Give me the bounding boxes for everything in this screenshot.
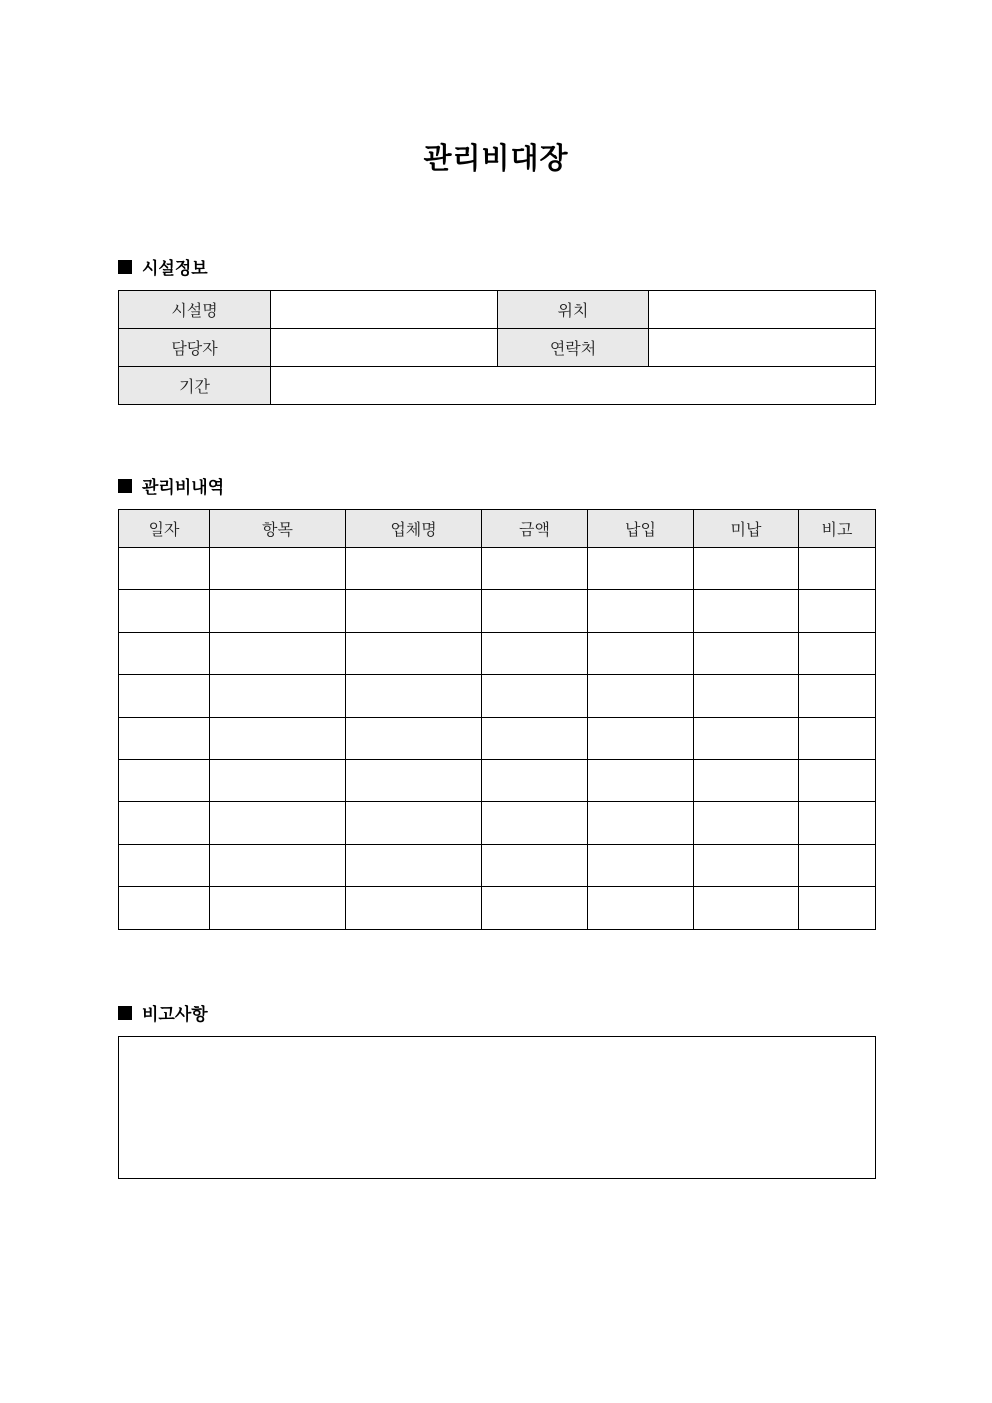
table-cell[interactable] — [694, 802, 799, 844]
table-cell[interactable] — [482, 802, 588, 844]
table-cell[interactable] — [119, 844, 210, 886]
table-row — [119, 887, 876, 929]
table-cell[interactable] — [694, 717, 799, 759]
table-cell[interactable] — [799, 717, 876, 759]
column-header: 미납 — [694, 510, 799, 548]
table-cell[interactable] — [119, 675, 210, 717]
table-cell[interactable] — [482, 844, 588, 886]
heading-text: 관리비내역 — [142, 478, 225, 498]
facility-info-table — [118, 290, 876, 405]
table-cell[interactable] — [210, 887, 346, 929]
table-cell[interactable] — [119, 802, 210, 844]
column-header: 납입 — [588, 510, 694, 548]
manager-field[interactable] — [271, 329, 498, 367]
table-cell[interactable] — [694, 887, 799, 929]
square-bullet-icon — [118, 479, 132, 493]
table-cell[interactable] — [346, 590, 482, 632]
table-cell[interactable] — [346, 632, 482, 674]
table-cell[interactable] — [588, 802, 694, 844]
label-period: 기간 — [119, 367, 271, 405]
table-cell[interactable] — [588, 759, 694, 801]
table-cell[interactable] — [799, 632, 876, 674]
table-cell[interactable] — [210, 802, 346, 844]
table-cell[interactable] — [694, 632, 799, 674]
heading-text: 비고사항 — [142, 1005, 208, 1025]
table-cell[interactable] — [119, 590, 210, 632]
table-cell[interactable] — [482, 548, 588, 590]
column-header: 업체명 — [346, 510, 482, 548]
table-cell[interactable] — [346, 759, 482, 801]
table-row — [119, 675, 876, 717]
table-cell[interactable] — [346, 887, 482, 929]
page-title: 관리비대장 — [423, 141, 569, 175]
square-bullet-icon — [118, 260, 132, 274]
table-cell[interactable] — [799, 590, 876, 632]
table-cell[interactable] — [588, 632, 694, 674]
label-manager: 담당자 — [119, 329, 271, 367]
table-cell[interactable] — [210, 632, 346, 674]
table-cell[interactable] — [119, 759, 210, 801]
table-cell[interactable] — [694, 548, 799, 590]
table-cell[interactable] — [588, 548, 694, 590]
label-location: 위치 — [498, 291, 649, 329]
table-cell[interactable] — [482, 717, 588, 759]
period-field[interactable] — [271, 367, 876, 405]
table-cell[interactable] — [588, 844, 694, 886]
table-row — [119, 548, 876, 590]
table-cell[interactable] — [210, 590, 346, 632]
column-header: 금액 — [482, 510, 588, 548]
table-cell[interactable] — [346, 844, 482, 886]
table-cell[interactable] — [588, 675, 694, 717]
table-cell[interactable] — [119, 717, 210, 759]
table-cell[interactable] — [210, 759, 346, 801]
label-facility-name: 시설명 — [119, 291, 271, 329]
table-cell[interactable] — [588, 590, 694, 632]
table-cell[interactable] — [482, 675, 588, 717]
table-cell[interactable] — [119, 632, 210, 674]
table-cell[interactable] — [210, 548, 346, 590]
table-cell[interactable] — [210, 675, 346, 717]
column-header: 일자 — [119, 510, 210, 548]
table-row — [119, 844, 876, 886]
square-bullet-icon — [118, 1006, 132, 1020]
table-header-row — [119, 510, 876, 548]
table-cell[interactable] — [346, 675, 482, 717]
table-cell[interactable] — [346, 802, 482, 844]
table-cell[interactable] — [799, 548, 876, 590]
table-cell[interactable] — [799, 802, 876, 844]
table-cell[interactable] — [482, 887, 588, 929]
table-cell[interactable] — [694, 590, 799, 632]
table-cell[interactable] — [694, 844, 799, 886]
table-row — [119, 802, 876, 844]
section-heading-facility — [118, 254, 208, 279]
table-row — [119, 759, 876, 801]
table-cell[interactable] — [119, 548, 210, 590]
table-cell[interactable] — [346, 717, 482, 759]
section-heading-remarks — [118, 1000, 208, 1025]
table-row — [119, 717, 876, 759]
table-cell[interactable] — [799, 759, 876, 801]
table-cell[interactable] — [210, 717, 346, 759]
table-row — [119, 590, 876, 632]
table-cell[interactable] — [799, 887, 876, 929]
table-cell[interactable] — [799, 675, 876, 717]
table-cell[interactable] — [482, 632, 588, 674]
table-row — [119, 632, 876, 674]
heading-text: 시설정보 — [142, 259, 208, 279]
table-cell[interactable] — [799, 844, 876, 886]
contact-field[interactable] — [649, 329, 876, 367]
table-cell[interactable] — [588, 717, 694, 759]
table-cell[interactable] — [482, 759, 588, 801]
table-cell[interactable] — [694, 759, 799, 801]
location-field[interactable] — [649, 291, 876, 329]
label-contact: 연락처 — [498, 329, 649, 367]
section-heading-fees — [118, 473, 224, 498]
table-cell[interactable] — [482, 590, 588, 632]
table-cell[interactable] — [210, 844, 346, 886]
column-header: 비고 — [799, 510, 876, 548]
table-cell[interactable] — [694, 675, 799, 717]
column-header: 항목 — [210, 510, 346, 548]
table-cell[interactable] — [346, 548, 482, 590]
facility-name-field[interactable] — [271, 291, 498, 329]
remarks-field[interactable] — [118, 1036, 876, 1179]
table-cell[interactable] — [119, 887, 210, 929]
table-cell[interactable] — [588, 887, 694, 929]
fees-table — [118, 509, 876, 930]
